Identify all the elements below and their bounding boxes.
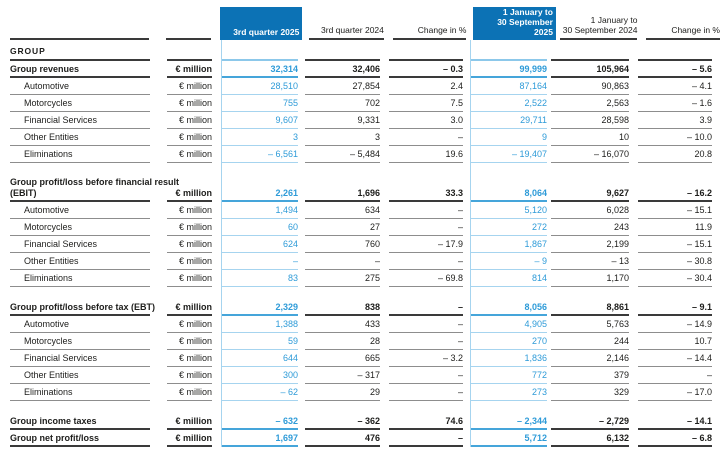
cell-q3-2024: 702 [305,98,380,112]
row-label [10,256,150,270]
cell-ytd-2024: 5,763 [551,319,629,333]
row-label [10,302,156,316]
row-label-text: Eliminations [24,273,73,283]
cell-q3-2025: 300 [221,370,298,384]
row-label [10,177,180,202]
cell-change-ytd: – 30.8 [638,256,712,270]
row-unit: € million [167,115,212,129]
cell-change-ytd: – 4.1 [638,81,712,95]
row-label-text: Group net profit/loss [10,433,99,443]
group-rule-change-ytd [638,57,712,61]
cell-q3-2024: 1,696 [305,188,380,202]
cell-ytd-2024: – 16,070 [551,149,629,163]
row-label-text: Other Entities [24,132,79,142]
row-unit: € million [167,256,212,270]
row-label [10,81,150,95]
row-label-text: Eliminations [24,387,73,397]
row-unit: € million [167,81,212,95]
cell-q3-2025: 28,510 [221,81,298,95]
header-q3-2024 [309,25,384,40]
cell-change-q: – [389,205,463,219]
header-change-ytd [646,25,720,40]
cell-change-ytd: – 14.4 [638,353,712,367]
row-unit: € million [167,132,212,146]
cell-change-q: – 69.8 [389,273,463,287]
cell-ytd-2025: 9 [470,132,547,146]
cell-change-ytd: 11.9 [638,222,712,236]
header-q3-2025-label: 3rd quarter 2025 [233,27,300,37]
cell-change-ytd: – 6.8 [638,433,712,447]
table-row [10,413,720,430]
row-unit: € million [167,188,212,202]
row-label-text: Motorcycles [24,98,73,108]
cell-q3-2024: – 317 [305,370,380,384]
table-row [10,270,720,287]
cell-ytd-2025: 8,056 [470,302,547,316]
row-label-text: Other Entities [24,370,79,380]
cell-ytd-2025: 272 [470,222,547,236]
table-row [10,236,720,253]
cell-q3-2025: 9,607 [221,115,298,129]
section-gap [10,401,720,413]
row-label-text: Automotive [24,319,70,329]
table-row [10,175,720,202]
cell-change-ytd: – 30.4 [638,273,712,287]
row-unit: € million [167,222,212,236]
cell-q3-2025: – [221,256,298,270]
cell-ytd-2025: 5,120 [470,205,547,219]
cell-change-q: – [389,319,463,333]
row-label [10,132,150,146]
header-ytd-2024-line1: 1 January to [590,15,638,25]
row-label-text: Financial Services [24,115,98,125]
cell-ytd-2024: 2,563 [551,98,629,112]
table-header-row [10,7,720,40]
cell-ytd-2024: 6,028 [551,205,629,219]
cell-q3-2025: 60 [221,222,298,236]
table-row [10,333,720,350]
cell-ytd-2025: 270 [470,336,547,350]
cell-ytd-2025: 772 [470,370,547,384]
row-label [10,222,150,236]
table-row [10,146,720,163]
row-label-text: Automotive [24,81,70,91]
group-section-label: GROUP [10,46,150,61]
cell-change-q: – [389,370,463,384]
group-unit-rule [167,57,212,61]
cell-q3-2025: 755 [221,98,298,112]
cell-ytd-2024: – 2,729 [551,416,629,430]
row-label-text: Group profit/loss before financial result [10,177,180,187]
cell-change-q: – 3.2 [389,353,463,367]
table-row [10,129,720,146]
cell-ytd-2025: 87,164 [470,81,547,95]
row-unit: € million [167,370,212,384]
row-label-text: Group profit/loss before tax (EBT) [10,302,156,312]
cell-q3-2025: 83 [221,273,298,287]
row-label [10,370,150,384]
cell-q3-2025: 1,697 [221,433,298,447]
cell-ytd-2025: 29,711 [470,115,547,129]
cell-q3-2024: 433 [305,319,380,333]
row-label-text: Group revenues [10,64,80,74]
row-unit: € million [167,98,212,112]
cell-ytd-2025: 1,836 [470,353,547,367]
row-label [10,239,150,253]
cell-change-ytd: – 5.6 [638,64,712,78]
cell-ytd-2024: 10 [551,132,629,146]
cell-ytd-2024: 379 [551,370,629,384]
cell-q3-2024: 634 [305,205,380,219]
cell-change-q: – [389,132,463,146]
cell-ytd-2024: 244 [551,336,629,350]
row-label [10,336,150,350]
cell-change-ytd: – 9.1 [638,302,712,316]
cell-change-q: – [389,222,463,236]
row-label [10,98,150,112]
table-row [10,384,720,401]
cell-q3-2025: 32,314 [221,64,298,78]
cell-change-q: – [389,433,463,447]
cell-q3-2024: 28 [305,336,380,350]
row-label [10,319,150,333]
row-label-text: Group income taxes [10,416,97,426]
group-rule-q3-2024 [305,57,380,61]
row-label-text: Motorcycles [24,222,73,232]
cell-q3-2025: – 632 [221,416,298,430]
section-gap [10,163,720,175]
cell-ytd-2025: – 2,344 [470,416,547,430]
cell-change-q: – [389,256,463,270]
group-section-row [10,40,720,61]
cell-ytd-2024: 6,132 [551,433,629,447]
cell-change-q: – [389,336,463,350]
row-label [10,115,150,129]
cell-ytd-2025: 5,712 [470,433,547,447]
row-label-text: Eliminations [24,149,73,159]
cell-q3-2024: 3 [305,132,380,146]
row-unit: € million [167,416,212,430]
header-unit-spacer [166,35,211,40]
row-label-text: Automotive [24,205,70,215]
cell-q3-2024: 838 [305,302,380,316]
cell-change-q: 2.4 [389,81,463,95]
row-unit: € million [167,387,212,401]
group-rule-ytd-2024 [551,57,629,61]
cell-q3-2024: 29 [305,387,380,401]
row-label [10,387,150,401]
cell-change-q: – 0.3 [389,64,463,78]
cell-q3-2024: – 5,484 [305,149,380,163]
cell-ytd-2025: 4,905 [470,319,547,333]
cell-q3-2024: 32,406 [305,64,380,78]
table-row [10,430,720,447]
row-unit: € million [167,64,212,78]
cell-q3-2024: – [305,256,380,270]
cell-ytd-2024: 2,199 [551,239,629,253]
cell-change-q: – 17.9 [389,239,463,253]
cell-change-ytd: – 15.1 [638,205,712,219]
cell-ytd-2024: – 13 [551,256,629,270]
cell-q3-2024: 27 [305,222,380,236]
header-change-q-label: Change in % [417,25,467,35]
cell-change-ytd: 10.7 [638,336,712,350]
row-label [10,353,150,367]
row-label-text: Other Entities [24,256,79,266]
cell-q3-2025: 624 [221,239,298,253]
cell-q3-2025: 2,261 [221,188,298,202]
cell-change-ytd: 3.9 [638,115,712,129]
cell-ytd-2025: – 19,407 [470,149,547,163]
table-row [10,95,720,112]
cell-ytd-2024: 1,170 [551,273,629,287]
cell-change-q: 3.0 [389,115,463,129]
cell-ytd-2024: 2,146 [551,353,629,367]
cell-q3-2025: – 6,561 [221,149,298,163]
row-label-text: Motorcycles [24,336,73,346]
group-rule-ytd-2025 [470,57,547,61]
row-label [10,273,150,287]
header-q3-2025 [220,7,303,40]
cell-ytd-2024: 105,964 [551,64,629,78]
cell-ytd-2025: 99,999 [470,64,547,78]
header-ytd-2025-line1: 1 January to [502,7,553,17]
cell-ytd-2024: 243 [551,222,629,236]
cell-q3-2025: 644 [221,353,298,367]
table-row [10,61,720,78]
header-change-q [393,25,467,40]
row-unit: € million [167,239,212,253]
table-row [10,219,720,236]
row-unit: € million [167,433,212,447]
cell-q3-2024: – 362 [305,416,380,430]
row-unit: € million [167,319,212,333]
table-row [10,350,720,367]
group-rule-q3-2025 [221,57,298,61]
row-label [10,64,150,78]
table-row [10,202,720,219]
cell-ytd-2025: 8,064 [470,188,547,202]
group-rule-change-q [389,57,463,61]
cell-change-ytd: – 14.9 [638,319,712,333]
row-unit: € million [167,336,212,350]
header-label-spacer [10,35,149,40]
cell-ytd-2025: 273 [470,387,547,401]
cell-ytd-2024: 9,627 [551,188,629,202]
cell-q3-2024: 665 [305,353,380,367]
row-unit: € million [167,353,212,367]
highlight-column-left-rule-ytd [470,40,471,447]
cell-change-q: – [389,387,463,401]
header-ytd-2025 [473,7,556,40]
cell-ytd-2024: 90,863 [551,81,629,95]
cell-ytd-2025: 2,522 [470,98,547,112]
cell-ytd-2025: 814 [470,273,547,287]
row-label [10,149,150,163]
row-label-text: Financial Services [24,353,98,363]
cell-q3-2025: 1,388 [221,319,298,333]
cell-ytd-2025: 1,867 [470,239,547,253]
cell-change-q: 19.6 [389,149,463,163]
cell-change-ytd: – 16.2 [638,188,712,202]
cell-change-ytd: – [638,370,712,384]
cell-change-ytd: – 10.0 [638,132,712,146]
cell-change-q: 74.6 [389,416,463,430]
cell-change-ytd: – 17.0 [638,387,712,401]
cell-change-ytd: – 14.1 [638,416,712,430]
table-row [10,253,720,270]
header-change-ytd-label: Change in % [671,25,720,35]
cell-ytd-2024: 28,598 [551,115,629,129]
cell-ytd-2024: 8,861 [551,302,629,316]
header-ytd-2024-line2: 30 September 2024 [562,25,638,35]
cell-q3-2025: 2,329 [221,302,298,316]
row-label-text: Financial Services [24,239,98,249]
row-unit: € million [167,205,212,219]
row-label [10,205,150,219]
row-label [10,433,150,447]
table-body [10,61,720,447]
cell-q3-2024: 275 [305,273,380,287]
table-row [10,367,720,384]
cell-ytd-2024: 329 [551,387,629,401]
cell-q3-2025: 1,494 [221,205,298,219]
row-unit: € million [167,273,212,287]
cell-change-ytd: – 1.6 [638,98,712,112]
highlight-column-left-rule-q3 [221,40,222,447]
cell-ytd-2025: – 9 [470,256,547,270]
header-ytd-2025-line2: 30 September 2025 [497,17,553,37]
cell-q3-2024: 9,331 [305,115,380,129]
cell-q3-2024: 476 [305,433,380,447]
row-label-text-line2: (EBIT) [10,188,37,198]
row-unit: € million [167,149,212,163]
table-row [10,316,720,333]
cell-change-q: 33.3 [389,188,463,202]
table-row [10,299,720,316]
row-label [10,416,150,430]
section-gap [10,287,720,299]
cell-q3-2024: 760 [305,239,380,253]
row-unit: € million [167,302,212,316]
cell-q3-2025: 59 [221,336,298,350]
table-row [10,112,720,129]
header-ytd-2024 [560,15,638,40]
cell-change-q: 7.5 [389,98,463,112]
header-q3-2024-label: 3rd quarter 2024 [321,25,384,35]
table-row [10,78,720,95]
cell-change-q: – [389,302,463,316]
cell-q3-2024: 27,854 [305,81,380,95]
cell-change-ytd: – 15.1 [638,239,712,253]
cell-q3-2025: – 62 [221,387,298,401]
cell-change-ytd: 20.8 [638,149,712,163]
cell-q3-2025: 3 [221,132,298,146]
